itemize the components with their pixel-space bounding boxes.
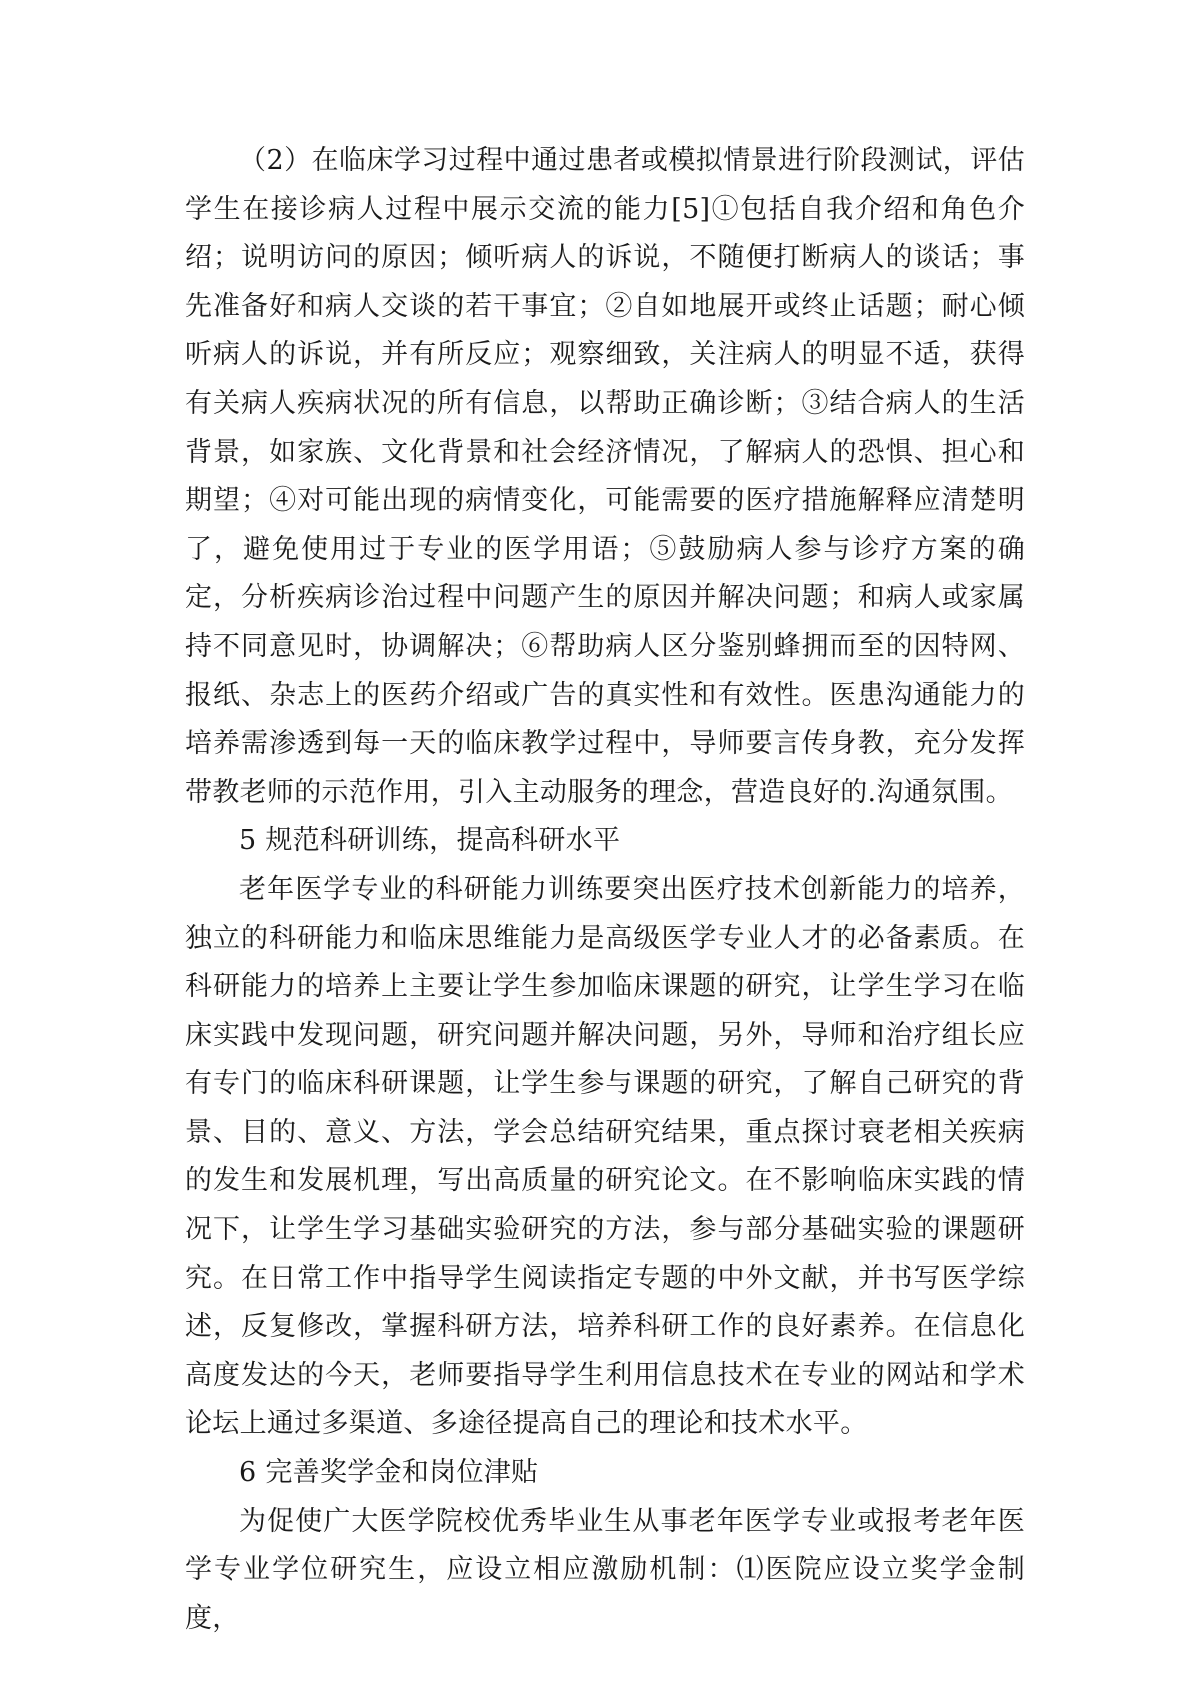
- section-heading-research-training: 5 规范科研训练，提高科研水平: [239, 825, 621, 857]
- paragraph-research-training: 老年医学专业的科研能力训练要突出医疗技术创新能力的培养，独立的科研能力和临床思维能力是高级医学专业人才的必备素质。在科研能力的培养上主要让学生参加临床课题的研究，让学生学习在临床实践中发现问题，研究问题并解决问题，另外，导师和治疗组长应有专门的临床科研课题，让学生参与课题的研究，了解自己研究的背景、目的、意义、方法，学会总结研究结果，重点探讨衰老相关疾病的发生和发展机理，写出高质量的研究论文。在不影响临床实践的情况下，让学生学习基础实验研究的方法，参与部分基础实验的课题研究。在日常工作中指导学生阅读指定专题的中外文献，并书写医学综述，反复修改，掌握科研方法，培养科研工作的良好素养。在信息化高度发达的今天，老师要指导学生利用信息技术在专业的网站和学术论坛上通过多渠道、多途径提高自己的理论和技术水平。: [185, 873, 1025, 1440]
- paragraph-communication-assessment: （2）在临床学习过程中通过患者或模拟情景进行阶段测试，评估学生在接诊病人过程中展示交流的能力[5]①包括自我介绍和角色介绍；说明访问的原因；倾听病人的诉说，不随便打断病人的谈话；事先准备好和病人交谈的若干事宜；②自如地展开或终止话题；耐心倾听病人的诉说，并有所反应；观察细致，关注病人的明显不适，获得有关病人疾病状况的所有信息，以帮助正确诊断；③结合病人的生活背景，如家族、文化背景和社会经济情况，了解病人的恐惧、担心和期望；④对可能出现的病情变化，可能需要的医疗措施解释应清楚明了，避免使用过于专业的医学用语；⑤鼓励病人参与诊疗方案的确定，分析疾病诊治过程中问题产生的原因并解决问题；和病人或家属持不同意见时，协调解决；⑥帮助病人区分鉴别蜂拥而至的因特网、报纸、杂志上的医药介绍或广告的真实性和有效性。医患沟通能力的培养需渗透到每一天的临床教学过程中，导师要言传身教，充分发挥带教老师的示范作用，引入主动服务的理念，营造良好的.沟通氛围。: [185, 145, 1025, 808]
- paragraph-scholarship: 为促使广大医学院校优秀毕业生从事老年医学专业或报考老年医学专业学位研究生，应设立相应激励机制：⑴医院应设立奖学金制度，: [185, 1505, 1025, 1634]
- document-body: [185, 137, 1025, 1643]
- section-heading-scholarship: 6 完善奖学金和岗位津贴: [239, 1457, 539, 1489]
